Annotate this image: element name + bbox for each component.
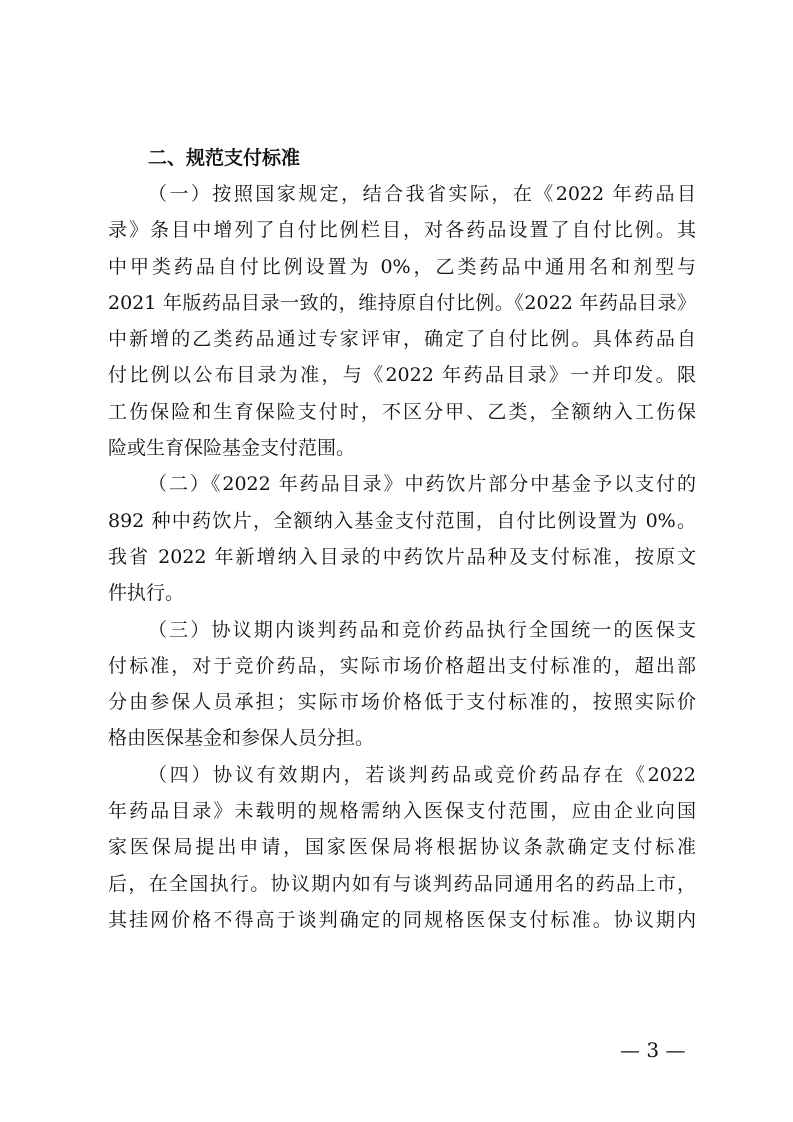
text-line: 2021 年版药品目录一致的，维持原自付比例。《2022 年药品目录》: [108, 291, 696, 314]
paragraph-2: [108, 466, 696, 611]
text-line: 我省 2022 年新增纳入目录的中药饮片品种及支付标准，按原文: [108, 545, 696, 568]
document-body: [108, 140, 696, 938]
text-line: 付比例以公布目录为准，与《2022 年药品目录》一并印发。限: [108, 364, 696, 387]
text-line: 中甲类药品自付比例设置为 0%，乙类药品中通用名和剂型与: [108, 255, 696, 278]
text-line: 险或生育保险基金支付范围。: [108, 437, 356, 460]
paragraph-4: [108, 757, 696, 938]
text-line: （三）协议期内谈判药品和竞价药品执行全国统一的医保支: [148, 618, 696, 641]
section-heading: 二、规范支付标准: [148, 147, 301, 169]
text-line: （二）《2022 年药品目录》中药饮片部分中基金予以支付的: [148, 473, 696, 496]
paragraph-3: [108, 612, 696, 757]
text-line: 工伤保险和生育保险支付时，不区分甲、乙类，全额纳入工伤保: [108, 400, 696, 423]
text-line: 年药品目录》未载明的规格需纳入医保支付范围，应由企业向国: [108, 800, 696, 823]
text-line: 付标准，对于竞价药品，实际市场价格超出支付标准的，超出部: [108, 654, 696, 677]
paragraph-1: [108, 176, 696, 466]
text-line: 892 种中药饮片，全额纳入基金支付范围，自付比例设置为 0%。: [108, 509, 696, 532]
text-line: 其挂网价格不得高于谈判确定的同规格医保支付标准。协议期内: [108, 908, 696, 931]
text-line: （四）协议有效期内，若谈判药品或竞价药品存在《2022: [148, 763, 696, 786]
text-line: 件执行。: [108, 582, 185, 605]
text-line: 后，在全国执行。协议期内如有与谈判药品同通用名的药品上市，: [108, 872, 696, 895]
text-line: （一）按照国家规定，结合我省实际，在《2022 年药品目: [148, 183, 696, 205]
text-line: 分由参保人员承担；实际市场价格低于支付标准的，按照实际价: [108, 691, 696, 714]
text-line: 录》条目中增列了自付比例栏目，对各药品设置了自付比例。其: [108, 219, 696, 242]
text-line: 格由医保基金和参保人员分担。: [108, 727, 375, 750]
text-line: 中新增的乙类药品通过专家评审，确定了自付比例。具体药品自: [108, 328, 696, 351]
text-line: 家医保局提出申请，国家医保局将根据协议条款确定支付标准: [108, 836, 696, 859]
page-number: — 3 —: [620, 1038, 686, 1062]
